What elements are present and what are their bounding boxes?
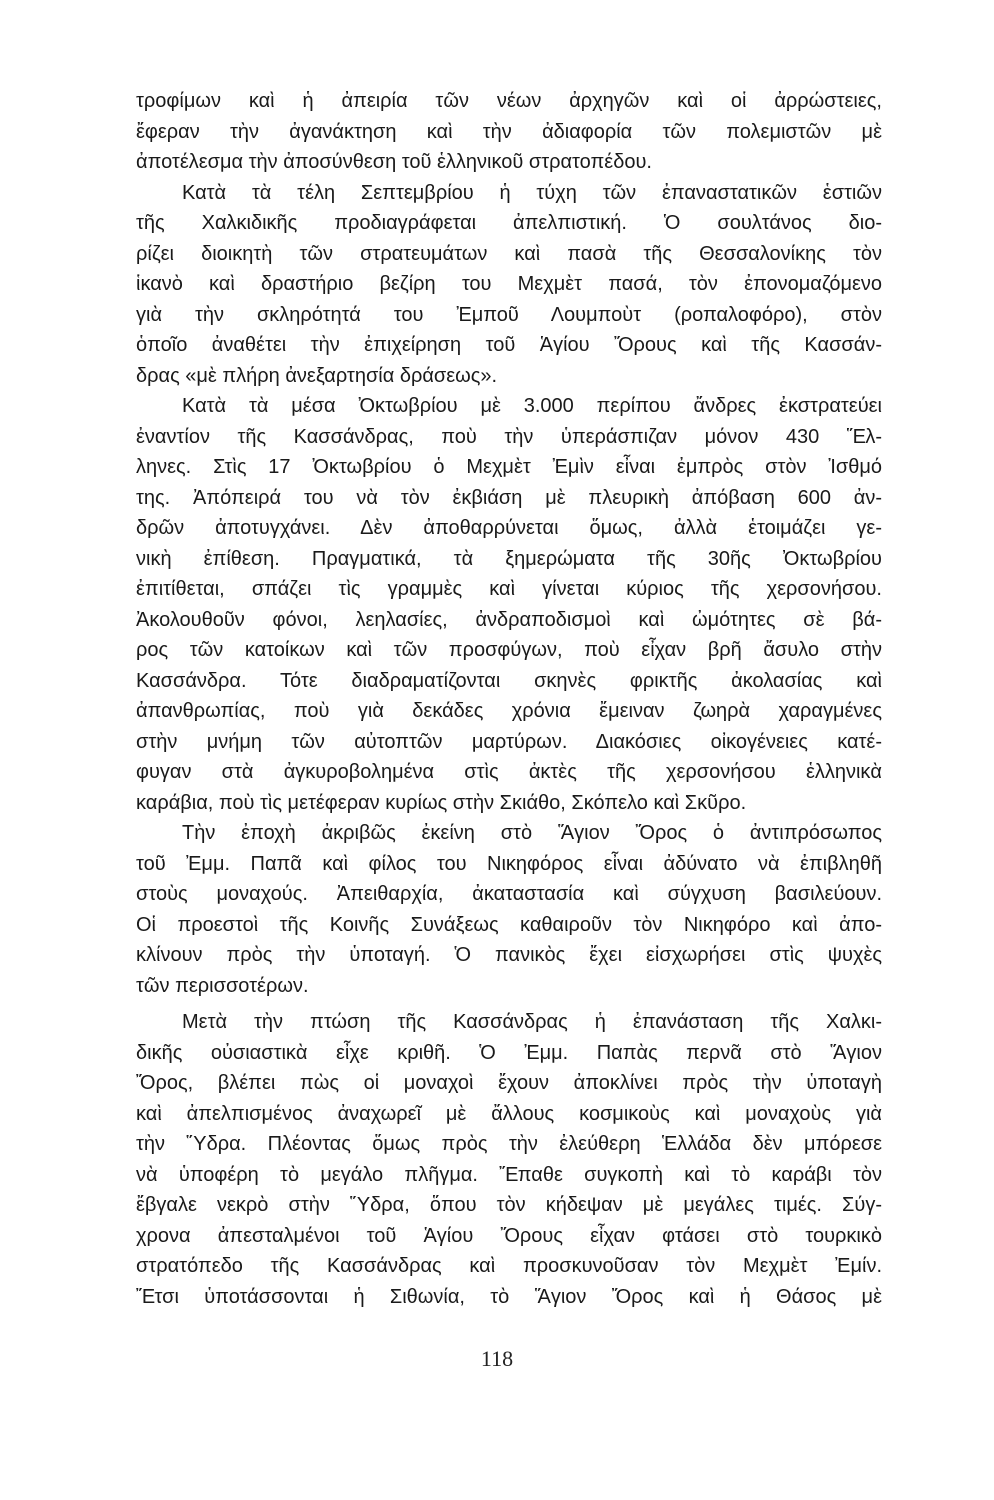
text-line: ἀπανθρωπίας, ποὺ γιὰ δεκάδες χρόνια ἔμειναν ζωηρὰ χαραγμένες xyxy=(136,700,882,722)
paragraph xyxy=(136,818,882,1001)
text-line: τὴν Ὕδρα. Πλέοντας ὅμως πρὸς τὴν ἐλεύθερη Ἑλλάδα δὲν μπόρεσε xyxy=(136,1133,882,1155)
text-line: καράβια, ποὺ τὶς μετέφεραν κυρίως στὴν Σκιάθο, Σκόπελο καὶ Σκῦρο. xyxy=(136,791,747,814)
paragraph xyxy=(136,391,882,818)
page-body xyxy=(136,86,882,1312)
text-line: γιὰ τὴν σκληρότητά του Ἐμποῦ Λουμποὺτ (ροπαλοφόρο), στὸν xyxy=(136,303,882,326)
text-line: Οἱ προεστοὶ τῆς Κοινῆς Συνάξεως καθαιροῦν τὸν Νικηφόρο καὶ ἀπο- xyxy=(136,913,882,936)
text-line: ἔβγαλε νεκρὸ στὴν Ὕδρα, ὅπου τὸν κήδεψαν μὲ μεγάλες τιμές. Σύγ- xyxy=(136,1194,882,1216)
text-line: Ὄρος, βλέπει πὼς οἱ μοναχοὶ ἔχουν ἀποκλίνει πρὸς τὴν ὑποταγὴ xyxy=(136,1072,882,1094)
text-line: νὰ ὑποφέρη τὸ μεγάλο πλῆγμα. Ἔπαθε συγκοπὴ καὶ τὸ καράβι τὸν xyxy=(136,1163,882,1186)
text-line: στὴν μνήμη τῶν αὐτοπτῶν μαρτύρων. Διακόσιες οἰκογένειες κατέ- xyxy=(136,730,882,753)
text-line: τροφίμων καὶ ἡ ἀπειρία τῶν νέων ἀρχηγῶν καὶ οἱ ἀρρώστειες, xyxy=(136,90,882,112)
text-line: δρας «μὲ πλήρη ἀνεξαρτησία δράσεως». xyxy=(136,364,498,387)
text-line: ἐπιτίθεται, σπάζει τὶς γραμμὲς καὶ γίνεται κύριος τῆς χερσονήσου. xyxy=(136,578,882,600)
text-line: δρῶν ἀποτυγχάνει. Δὲν ἀποθαρρύνεται ὅμως, ἀλλὰ ἑτοιμάζει γε- xyxy=(136,517,882,539)
text-line: ληνες. Στὶς 17 Ὀκτωβρίου ὁ Μεχμὲτ Ἐμὶν εἶναι ἐμπρὸς στὸν Ἰσθμό xyxy=(136,456,882,478)
text-line: Κασσάνδρα. Τότε διαδραματίζονται σκηνὲς φρικτῆς ἀκολασίας καὶ xyxy=(136,669,882,692)
text-line: Κατὰ τὰ τέλη Σεπτεμβρίου ἡ τύχη τῶν ἐπαναστατικῶν ἑστιῶν xyxy=(182,181,882,204)
text-line: τῶν περισσοτέρων. xyxy=(136,974,309,997)
page-number: 118 xyxy=(480,1346,514,1371)
paragraph xyxy=(136,1007,882,1312)
paragraph xyxy=(136,178,882,392)
paragraph xyxy=(136,86,882,178)
text-line: ἀποτέλεσμα τὴν ἀποσύνθεση τοῦ ἑλληνικοῦ στρατοπέδου. xyxy=(136,151,652,173)
text-line: Κατὰ τὰ μέσα Ὀκτωβρίου μὲ 3.000 περίπου ἄνδρες ἐκστρατεύει xyxy=(182,395,882,417)
text-line: ὁποῖο ἀναθέτει τὴν ἐπιχείρηση τοῦ Ἁγίου Ὄρους καὶ τῆς Κασσάν- xyxy=(136,334,882,356)
text-line: τῆς Χαλκιδικῆς προδιαγράφεται ἀπελπιστική. Ὁ σουλτάνος διο- xyxy=(136,212,882,234)
text-line: ρος τῶν κατοίκων καὶ τῶν προσφύγων, ποὺ εἶχαν βρῆ ἄσυλο στὴν xyxy=(136,639,882,661)
text-line: καὶ ἀπελπισμένος ἀναχωρεῖ μὲ ἄλλους κοσμικοὺς καὶ μοναχοὺς γιὰ xyxy=(136,1102,882,1125)
text-line: ἱκανὸ καὶ δραστήριο βεζίρη του Μεχμὲτ πασά, τὸν ἐπονομαζόμενο xyxy=(136,273,882,295)
text-line: Ἔτσι ὑποτάσσονται ἡ Σιθωνία, τὸ Ἅγιον Ὄρος καὶ ἡ Θάσος μὲ xyxy=(136,1285,882,1308)
text-line: Τὴν ἐποχὴ ἀκριβῶς ἐκείνη στὸ Ἅγιον Ὄρος ὁ ἀντιπρόσωπος xyxy=(182,822,882,844)
text-line: Ἀκολουθοῦν φόνοι, λεηλασίες, ἀνδραποδισμοὶ καὶ ὠμότητες σὲ βά- xyxy=(136,608,882,631)
text-line: κλίνουν πρὸς τὴν ὑποταγή. Ὁ πανικὸς ἔχει εἰσχωρήσει στὶς ψυχὲς xyxy=(136,944,882,966)
text-line: στοὺς μοναχούς. Ἀπειθαρχία, ἀκαταστασία καὶ σύγχυση βασιλεύουν. xyxy=(136,883,882,905)
text-line: της. Ἀπόπειρά του νὰ τὸν ἐκβιάση μὲ πλευρικὴ ἀπόβαση 600 ἀν- xyxy=(136,486,882,509)
text-line: νικὴ ἐπίθεση. Πραγματικά, τὰ ξημερώματα τῆς 30ῆς Ὀκτωβρίου xyxy=(136,547,882,570)
text-line: ἔφεραν τὴν ἀγανάκτηση καὶ τὴν ἀδιαφορία τῶν πολεμιστῶν μὲ xyxy=(136,120,882,143)
text-line: στρατόπεδο τῆς Κασσάνδρας καὶ προσκυνοῦσαν τὸν Μεχμὲτ Ἐμίν. xyxy=(136,1255,882,1277)
text-line: ρίζει διοικητὴ τῶν στρατευμάτων καὶ πασὰ τῆς Θεσσαλονίκης τὸν xyxy=(136,242,882,265)
text-line: ἐναντίον τῆς Κασσάνδρας, ποὺ τὴν ὑπεράσπιζαν μόνον 430 Ἕλ- xyxy=(136,425,882,448)
text-line: χρονα ἀπεσταλμένοι τοῦ Ἁγίου Ὄρους εἶχαν φτάσει στὸ τουρκικὸ xyxy=(136,1224,882,1247)
text-line: δικῆς οὐσιαστικὰ εἶχε κριθῆ. Ὁ Ἐμμ. Παπὰς περνᾶ στὸ Ἅγιον xyxy=(136,1041,882,1064)
text-line: φυγαν στὰ ἀγκυροβολημένα στὶς ἀκτὲς τῆς χερσονήσου ἑλληνικὰ xyxy=(136,761,882,783)
text-line: τοῦ Ἐμμ. Παπᾶ καὶ φίλος του Νικηφόρος εἶναι ἀδύνατο νὰ ἐπιβληθῆ xyxy=(136,852,882,875)
text-line: Μετὰ τὴν πτώση τῆς Κασσάνδρας ἡ ἐπανάσταση τῆς Χαλκι- xyxy=(182,1011,882,1033)
